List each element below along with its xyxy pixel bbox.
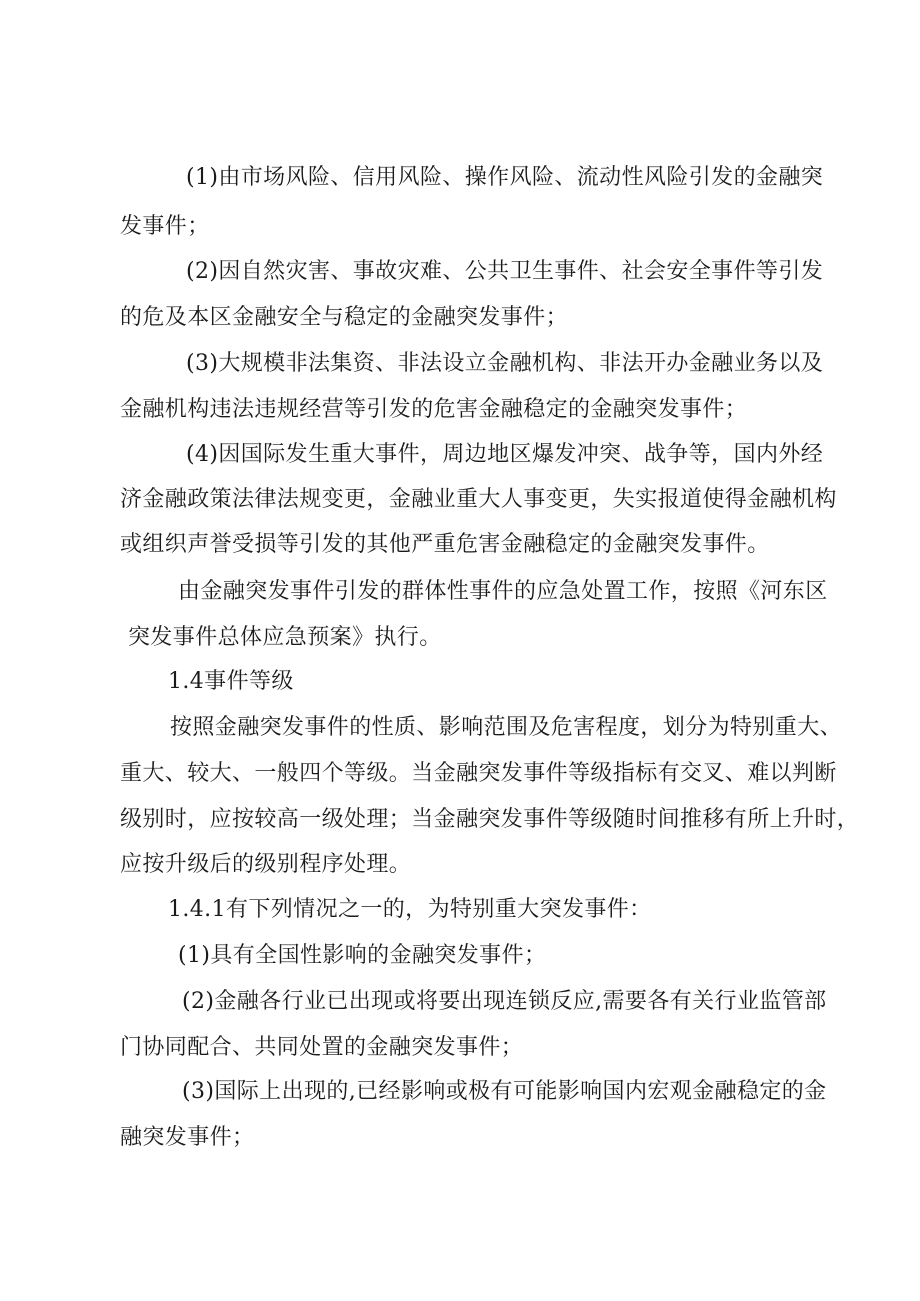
text-line-22: 融突发事件； [120, 1125, 255, 1150]
text-line-18: (1)具有全国性影响的金融突发事件； [178, 943, 547, 968]
text-line-10: 由金融突发事件引发的群体性事件的应急处置工作，按照《河东区 [178, 579, 828, 604]
text-line-2: 发事件； [120, 214, 210, 239]
text-line-6: 金融机构违法违规经营等引发的危害金融稳定的金融突发事件； [120, 397, 748, 422]
section-heading-1-4-1: 1.4.1有下列情况之一的，为特别重大突发事件： [168, 897, 652, 922]
text-line-14: 重大、较大、一般四个等级。当金融突发事件等级指标有交叉、难以判断 [120, 761, 837, 786]
text-line-1: (1)由市场风险、信用风险、操作风险、流动性风险引发的金融突 [186, 165, 824, 190]
text-line-16: 应按升级后的级别程序处理。 [120, 852, 412, 877]
text-line-11: 突发事件总体应急预案》执行。 [128, 625, 442, 650]
text-line-5: (3)大规模非法集资、非法设立金融机构、非法开办金融业务以及 [186, 351, 824, 376]
text-line-9: 或组织声誉受损等引发的其他严重危害金融稳定的金融突发事件。 [120, 532, 770, 557]
section-heading-1-4: 1.4事件等级 [168, 669, 294, 694]
text-line-15: 级别时，应按较高一级处理；当金融突发事件等级随时间推移有所上升时， [120, 807, 860, 832]
text-line-21: (3)国际上出现的,已经影响或极有可能影响国内宏观金融稳定的金 [182, 1079, 827, 1104]
text-line-19: (2)金融各行业已出现或将要出现连锁反应,需要各有关行业监管部 [182, 989, 827, 1014]
text-line-13: 按照金融突发事件的性质、影响范围及危害程度，划分为特别重大、 [170, 715, 843, 740]
text-line-7: (4)因国际发生重大事件，周边地区爆发冲突、战争等，国内外经 [186, 442, 824, 467]
text-line-4: 的危及本区金融安全与稳定的金融突发事件； [120, 305, 569, 330]
text-line-20: 门协同配合、共同处置的金融突发事件； [120, 1035, 524, 1060]
text-line-3: (2)因自然灾害、事故灾难、公共卫生事件、社会安全事件等引发 [186, 259, 824, 284]
text-line-8: 济金融政策法律法规变更，金融业重大人事变更，失实报道使得金融机构 [120, 487, 837, 512]
